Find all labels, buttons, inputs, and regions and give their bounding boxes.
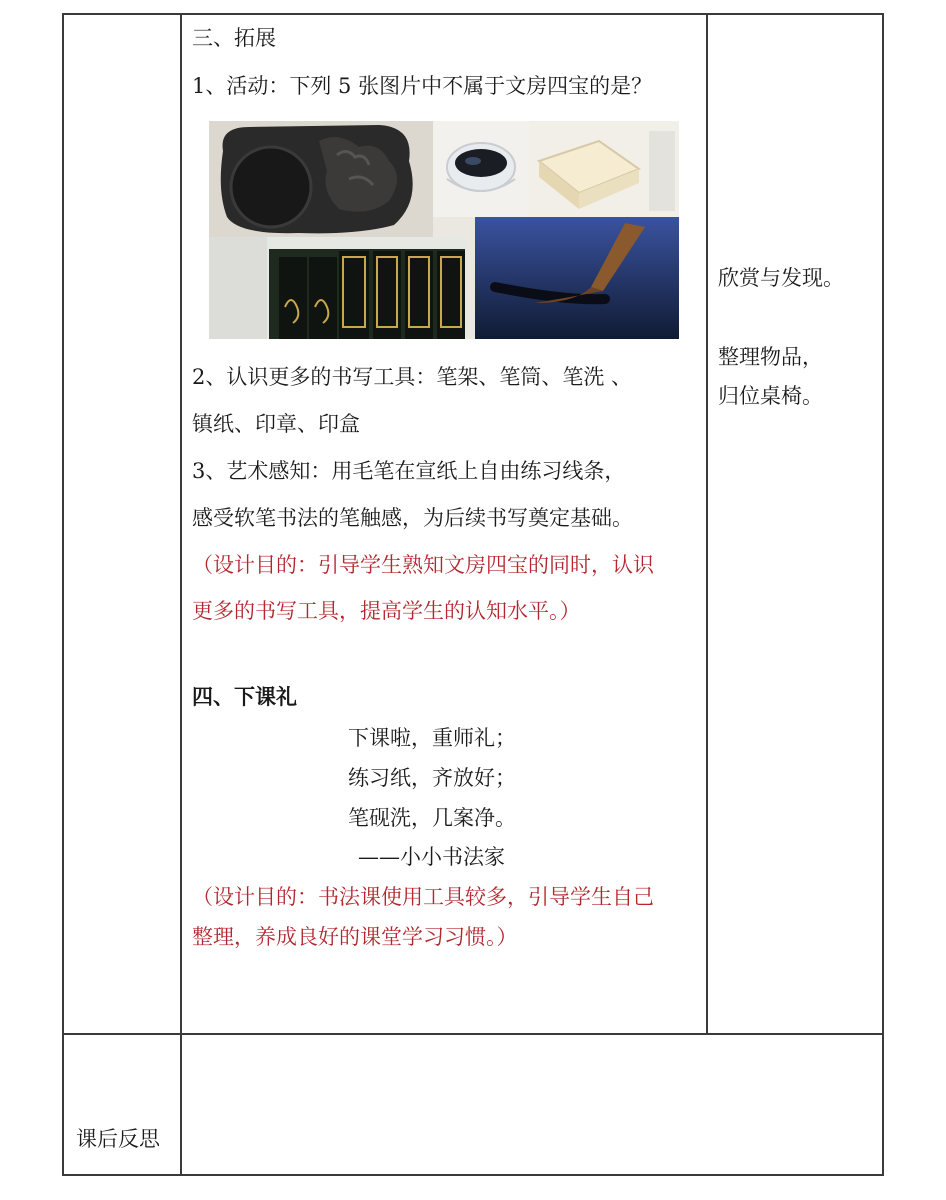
poem-author: ——小小书法家 bbox=[358, 845, 505, 869]
table-border-left bbox=[62, 13, 64, 1176]
tools-line-2: 镇纸、印章、印盒 bbox=[192, 412, 360, 436]
section-title: 三、拓展 bbox=[192, 26, 276, 50]
design-purpose-2-line-2: 整理，养成良好的课堂学习习惯。） bbox=[192, 925, 518, 949]
reflection-label: 课后反思 bbox=[76, 1127, 160, 1151]
activity-question: 1、活动：下列 5 张图片中不属于文房四宝的是？ bbox=[192, 74, 653, 98]
table-border-right bbox=[882, 13, 884, 1176]
design-purpose-2-line-1: （设计目的：书法课使用工具较多，引导学生自己 bbox=[192, 885, 654, 909]
ink-dish-photo bbox=[433, 121, 529, 217]
right-column-appreciate: 欣赏与发现。 bbox=[718, 266, 844, 290]
poem-line-3: 笔砚洗，几案净。 bbox=[348, 806, 516, 830]
photo-collage bbox=[209, 121, 679, 339]
right-column-chairs: 归位桌椅。 bbox=[718, 384, 823, 408]
tools-line-1: 2、认识更多的书写工具：笔架、笔筒、笔洗 、 bbox=[192, 365, 633, 389]
table-col-divider-2 bbox=[706, 13, 708, 1035]
inkstick-photo bbox=[209, 237, 467, 339]
art-line-1: 3、艺术感知：用毛笔在宣纸上自由练习线条， bbox=[192, 459, 626, 483]
section-4-title: 四、下课礼 bbox=[192, 684, 297, 709]
inkstone-photo bbox=[209, 121, 433, 237]
paper-stack-photo bbox=[529, 121, 679, 217]
table-border-bottom bbox=[62, 1174, 884, 1176]
table-border-top bbox=[62, 13, 884, 15]
design-purpose-1-line-1: （设计目的：引导学生熟知文房四宝的同时，认识 bbox=[192, 553, 654, 577]
art-line-2: 感受软笔书法的笔触感，为后续书写奠定基础。 bbox=[192, 506, 633, 530]
poem-line-2: 练习纸，齐放好； bbox=[348, 766, 516, 790]
design-purpose-1-line-2: 更多的书写工具，提高学生的认知水平。） bbox=[192, 599, 581, 623]
right-column-organize: 整理物品， bbox=[718, 345, 823, 369]
table-row-divider bbox=[62, 1033, 884, 1035]
brush-photo bbox=[475, 217, 679, 339]
table-col-divider-1 bbox=[180, 13, 182, 1176]
poem-line-1: 下课啦，重师礼； bbox=[348, 726, 516, 750]
